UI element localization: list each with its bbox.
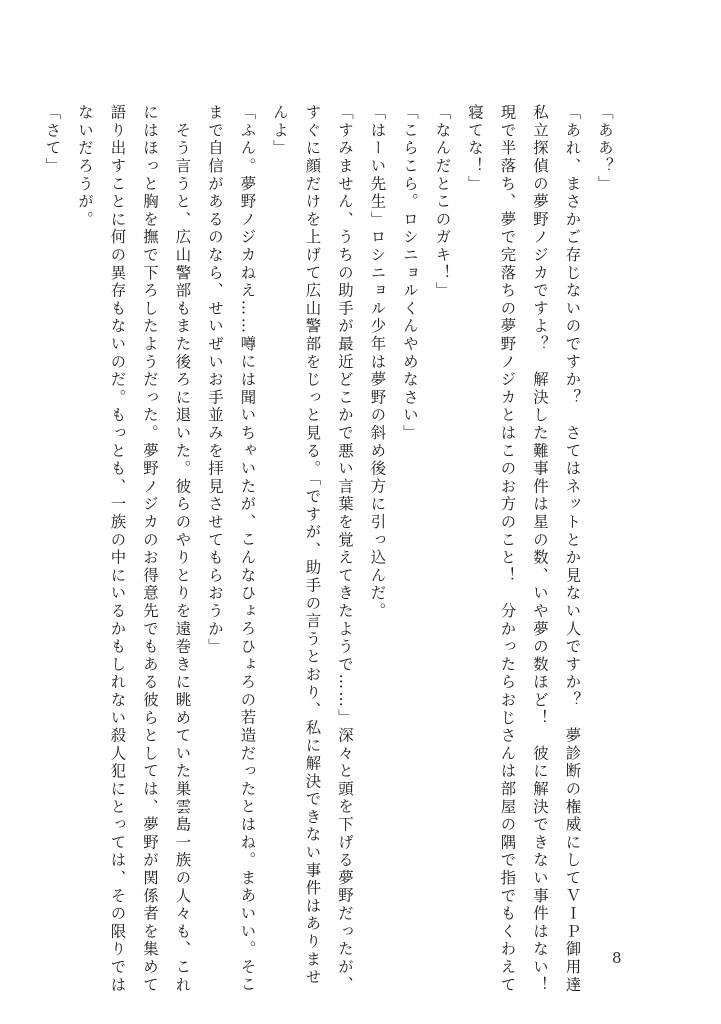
text-line: んよ」 <box>271 104 289 158</box>
text-line: 語り出すことに何の異存もないのだ。もっとも、一族の中にいるかもしれない殺人犯にとっては、その限りでは <box>108 104 127 994</box>
text-line: ないだろうが。 <box>76 104 94 229</box>
text-line: 「ああ？」 <box>596 104 614 193</box>
text-line: すぐに顔だけを上げて広山警部をじっと見る。「ですが、助手の言うとおり、私に解決できない事件はありませ <box>303 104 322 987</box>
text-line: 「すみません、うちの助手が最近どこかで悪い言葉を覚えてきたようで……」深々と頭を下げる夢野だったが、 <box>336 104 354 994</box>
text-line: 現で半落ち、夢で完落ちの夢野ノジカとはこのお方のこと！ 分かったらおじさんは部屋の隅で指でもくわえて <box>498 104 517 994</box>
text-line: 「ふん。夢野ノジカねえ……噂には聞いちゃいたが、こんなひょろひょろの若造だったとはね。まあいい。そこ <box>238 104 257 994</box>
text-line: 「はーい先生」ロシニョル少年は夢野の斜め後方に引っ込んだ。 <box>368 104 387 621</box>
text-line: そう言うと、広山警部もまた後ろに退いた。彼らのやりとりを遠巻きに眺めていた巣雲島一族の人々も、これ <box>173 104 192 994</box>
text-line: 「こらこら。ロシニョルくんやめなさい」 <box>401 104 419 443</box>
text-line: 寝てな！」 <box>466 104 484 193</box>
text-line: 私立探偵の夢野ノジカですよ？ 解決した難事件は星の数、いや夢の数ほど！ 彼に解決できない事件はない！ <box>531 104 549 994</box>
text-line: にはほっと胸を撫で下ろしたようだった。夢野ノジカのお得意先でもある彼らとしては、夢野が関係者を集めて <box>141 104 159 994</box>
text-line: まで自信があるのなら、せいぜいお手並みを拝見させてもらおうか」 <box>206 104 224 656</box>
novel-text-block <box>36 104 621 994</box>
text-line: 「さて」 <box>43 104 62 176</box>
text-line: 「あれ、まさかご存じないのですか？ さてはネットとか見ない人ですか？ 夢診断の権威にしてＶＩＰ御用達 <box>563 104 582 994</box>
page-number: 8 <box>612 949 622 967</box>
text-line: 「なんだとこのガキ！」 <box>433 104 452 300</box>
